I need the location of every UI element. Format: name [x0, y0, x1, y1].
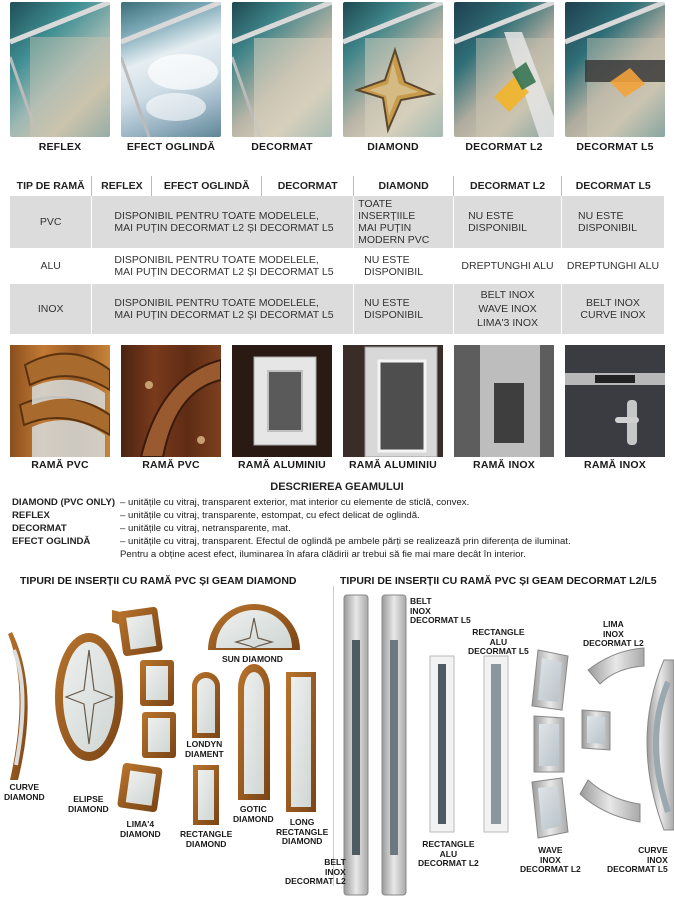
description-item	[12, 549, 526, 560]
label-gotic-diamond: GOTIC DIAMOND	[233, 804, 274, 824]
row-l2: NU ESTE DISPONIBIL	[454, 196, 562, 248]
label-rectangle-diamond: RECTANGLE DIAMOND	[180, 829, 233, 849]
label-curve-inox-l5: CURVE INOX DECORMAT L5	[607, 845, 668, 874]
description-title: DESCRIEREA GEAMULUI	[270, 481, 404, 493]
row-common: DISPONIBIL PENTRU TOATE MODELELE, MAI PUȚIN DECORMAT L2 ȘI DECORMAT L5	[92, 284, 354, 334]
caption-frame-aluminium-2: RAMĂ ALUMINIU	[349, 459, 437, 471]
header-tip-rama: TIP DE RAMĂ	[10, 176, 92, 196]
glass-sample-decormat-l5	[565, 2, 665, 137]
caption-frame-pvc-2: RAMĂ PVC	[142, 459, 200, 471]
label-lima-inox-l2: LIMA INOX DECORMAT L2	[583, 619, 644, 648]
glass-sample-decormat-l2	[454, 2, 554, 137]
caption-diamond: DIAMOND	[367, 141, 419, 153]
label-curve-diamond: CURVE DIAMOND	[4, 782, 45, 802]
row-l5: BELT INOX CURVE INOX	[561, 284, 664, 334]
description-term: DECORMAT	[12, 523, 67, 534]
description-term: REFLEX	[12, 510, 50, 521]
caption-decormat-l5: DECORMAT L5	[576, 141, 654, 153]
caption-frame-aluminium-1: RAMĂ ALUMINIU	[238, 459, 326, 471]
table-row	[10, 248, 665, 284]
label-belt-inox-l2: BELT INOX DECORMAT L2	[285, 857, 346, 886]
label-elipse-diamond: ELIPSE DIAMOND	[68, 794, 109, 814]
glass-sample-decormat	[232, 2, 332, 137]
header-reflex: REFLEX	[92, 176, 152, 196]
description-term: DIAMOND (PVC ONLY)	[12, 497, 116, 508]
description-item	[12, 536, 571, 547]
label-londyn-diament: LONDYN DIAMENT	[185, 739, 224, 759]
glass-sample-efect-oglinda	[121, 2, 221, 137]
glass-sample-reflex	[10, 2, 110, 137]
label-rectangle-alu-l2: RECTANGLE ALU DECORMAT L2	[418, 839, 479, 868]
frame-photo-pvc-golden-oak	[10, 345, 110, 457]
row-diamond: NU ESTE DISPONIBIL	[354, 248, 454, 284]
label-lima4-diamond: LIMA'4 DIAMOND	[120, 819, 161, 839]
frame-photo-inox-2	[565, 345, 665, 457]
pvc-diamond-inserts-illustration	[0, 590, 330, 840]
row-diamond: NU ESTE DISPONIBIL	[354, 284, 454, 334]
description-item	[12, 510, 420, 521]
header-decormat: DECORMAT	[262, 176, 354, 196]
section-title-pvc-diamond: TIPURI DE INSERȚII CU RAMĂ PVC ȘI GEAM DIAMOND	[20, 575, 297, 587]
table-row	[10, 196, 665, 248]
section-title-decormat: TIPURI DE INSERȚII CU RAMĂ PVC ȘI GEAM DECORMAT L2/L5	[340, 575, 657, 587]
caption-reflex: REFLEX	[38, 141, 82, 153]
description-text: – unitățile cu vitraj, transparente, estompat, cu efect delicat de oglindă.	[120, 510, 420, 521]
frame-photo-aluminium-2	[343, 345, 443, 457]
table-row	[10, 284, 665, 334]
row-type: ALU	[10, 248, 92, 284]
row-l2: DREPTUNGHI ALU	[454, 248, 562, 284]
glass-sample-diamond	[343, 2, 443, 137]
label-belt-inox-l5: BELT INOX DECORMAT L5	[410, 596, 471, 625]
row-type: PVC	[10, 196, 92, 248]
row-common: DISPONIBIL PENTRU TOATE MODELELE, MAI PUȚIN DECORMAT L2 ȘI DECORMAT L5	[92, 196, 354, 248]
caption-frame-pvc-1: RAMĂ PVC	[31, 459, 89, 471]
label-rectangle-alu-l5: RECTANGLE ALU DECORMAT L5	[468, 627, 529, 656]
frame-photo-aluminium-1	[232, 345, 332, 457]
caption-decormat-l2: DECORMAT L2	[465, 141, 543, 153]
header-diamond: DIAMOND	[354, 176, 454, 196]
description-text: – unitățile cu vitraj, transparent. Efectul de oglindă pe ambele părți se realizează prin diferența de iluminat.	[120, 536, 571, 547]
availability-table	[10, 176, 665, 334]
description-text: Pentru a obține acest efect, iluminarea în afara clădirii ar trebui să fie mai mare decât în interior.	[120, 549, 526, 560]
row-l5: DREPTUNGHI ALU	[561, 248, 664, 284]
description-item	[12, 523, 291, 534]
caption-efect-oglinda: EFECT OGLINDĂ	[126, 141, 216, 153]
header-efect-oglinda: EFECT OGLINDĂ	[152, 176, 262, 196]
row-type: INOX	[10, 284, 92, 334]
row-common: DISPONIBIL PENTRU TOATE MODELELE, MAI PUȚIN DECORMAT L2 ȘI DECORMAT L5	[92, 248, 354, 284]
description-text: – unitățile cu vitraj, transparent exterior, mat interior cu elemente de sticlă, convex.	[120, 497, 470, 508]
description-item	[12, 497, 469, 508]
row-l5: NU ESTE DISPONIBIL	[561, 196, 664, 248]
frame-photo-pvc-dark-wood	[121, 345, 221, 457]
caption-frame-inox-1: RAMĂ INOX	[473, 459, 535, 471]
header-decormat-l2: DECORMAT L2	[454, 176, 562, 196]
description-term: EFECT OGLINDĂ	[12, 536, 91, 547]
description-text: – unitățile cu vitraj, netransparente, mat.	[120, 523, 291, 534]
row-l2: BELT INOX WAVE INOX LIMA'3 INOX	[454, 284, 562, 334]
header-decormat-l5: DECORMAT L5	[575, 180, 651, 192]
caption-decormat: DECORMAT	[251, 141, 313, 153]
label-sun-diamond: SUN DIAMOND	[222, 654, 283, 664]
row-diamond: TOATE INSERȚIILE MAI PUȚIN MODERN PVC	[354, 196, 454, 248]
caption-frame-inox-2: RAMĂ INOX	[584, 459, 646, 471]
frame-photo-inox-1	[454, 345, 554, 457]
label-wave-inox-l2: WAVE INOX DECORMAT L2	[520, 845, 581, 874]
label-long-rectangle-diamond: LONG RECTANGLE DIAMOND	[276, 817, 329, 846]
